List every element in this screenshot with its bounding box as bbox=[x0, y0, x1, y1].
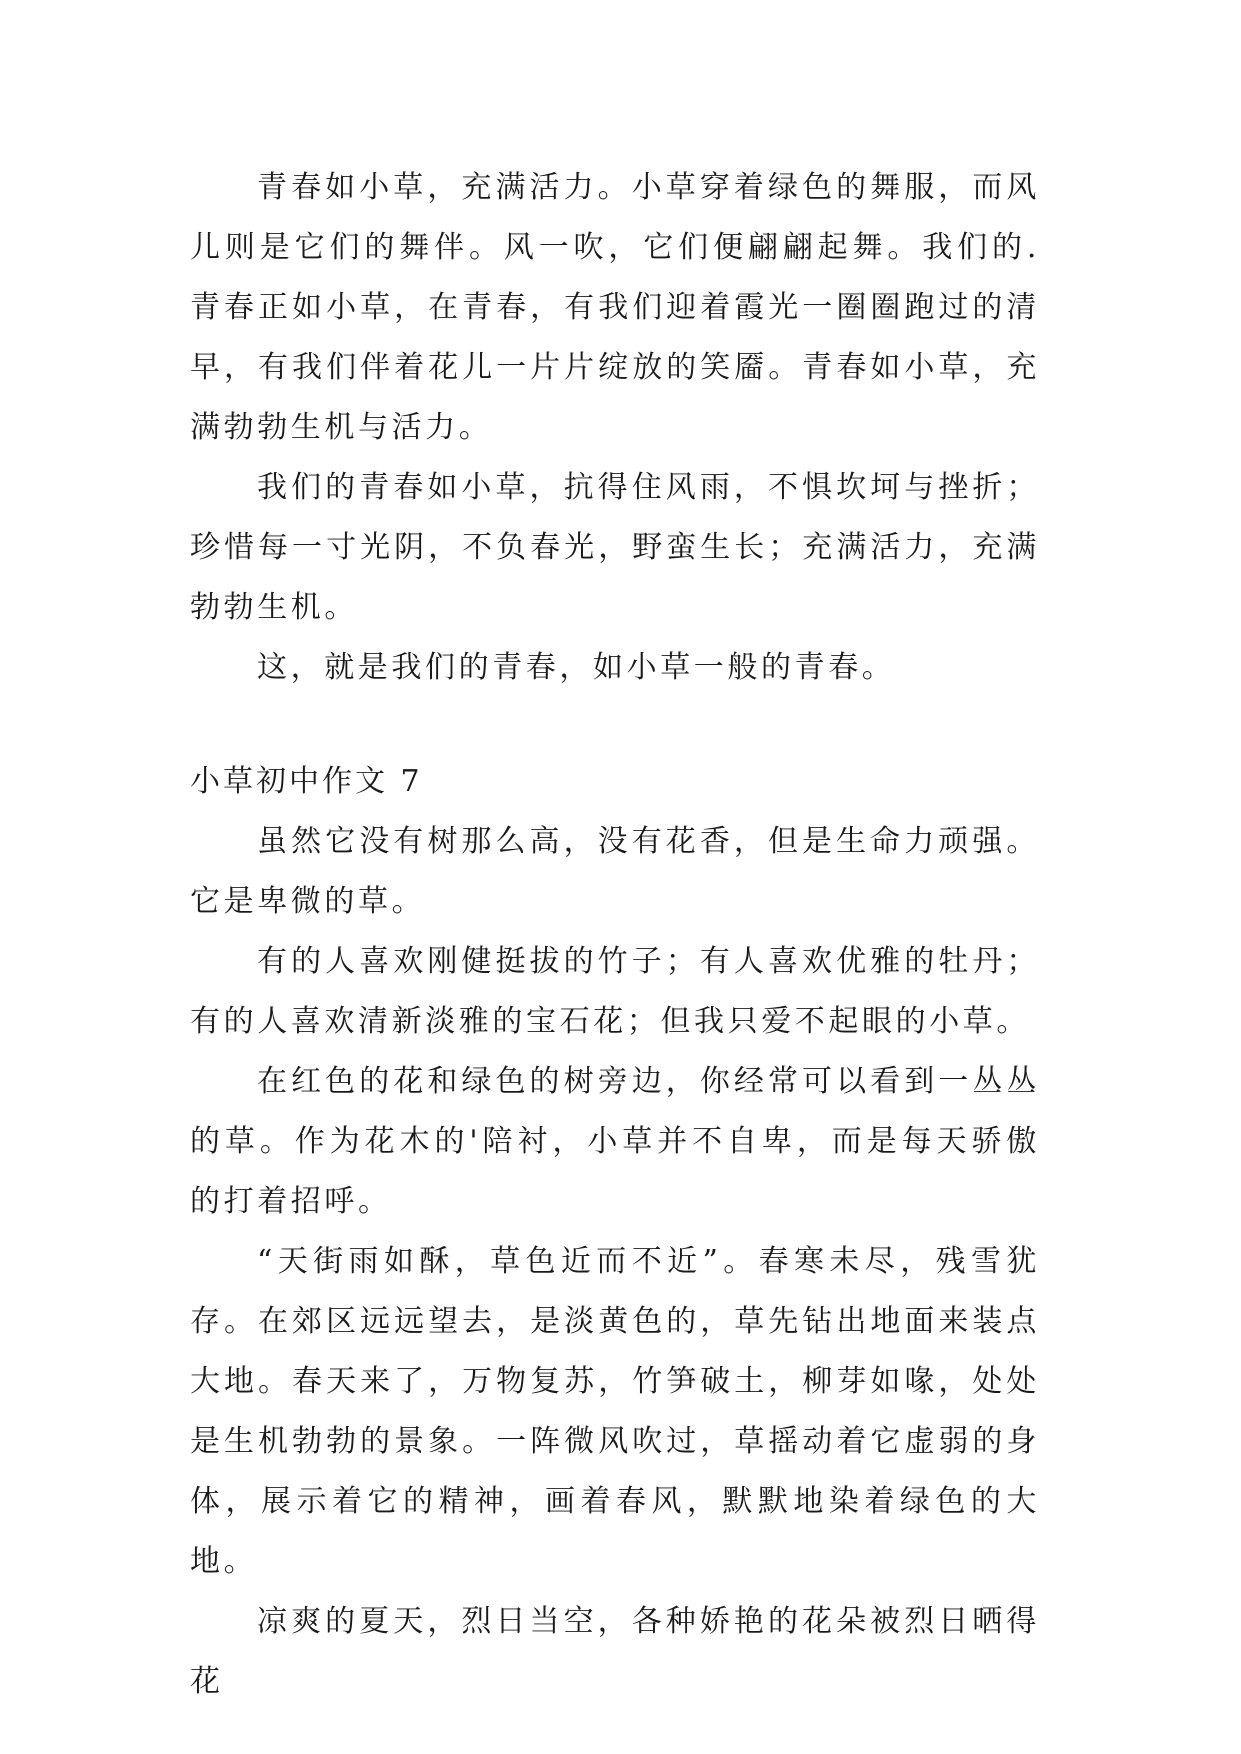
section-spacer bbox=[190, 698, 1040, 752]
paragraph: 凉爽的夏天，烈日当空，各种娇艳的花朵被烈日晒得花 bbox=[190, 1604, 1040, 1699]
paragraph: “天街雨如酥，草色近而不近”。春寒未尽，残雪犹存。在郊区远远望去，是淡黄色的，草先钻出地面来装点大地。春天来了，万物复苏，竹笋破土，柳芽如喙，处处是生机勃勃的景象。一阵微风吹过，草摇动着它虚弱的身体，展示着它的精神，画着春风，默默地染着绿色的大地。 bbox=[190, 1244, 1040, 1579]
paragraph: 我们的青春如小草，抗得住风雨，不惧坎坷与挫折；珍惜每一寸光阴，不负春光，野蛮生长；充满活力，充满勃勃生机。 bbox=[190, 470, 1040, 625]
paragraph: 有的人喜欢刚健挺拔的竹子；有人喜欢优雅的牡丹；有的人喜欢清新淡雅的宝石花；但我只爱不起眼的小草。 bbox=[190, 944, 1040, 1039]
paragraph: 青春如小草，充满活力。小草穿着绿色的舞服，而风儿则是它们的舞伴。风一吹，它们便翩翩起舞。我们的.青春正如小草，在青春，有我们迎着霞光一圈圈跑过的清早，有我们伴着花儿一片片绽放的笑靥。青春如小草，充满勃勃生机与活力。 bbox=[190, 170, 1040, 445]
paragraph: 在红色的花和绿色的树旁边，你经常可以看到一丛丛的草。作为花木的'陪衬，小草并不自卑，而是每天骄傲的打着招呼。 bbox=[190, 1064, 1040, 1219]
document-body bbox=[190, 158, 1040, 1712]
section-heading: 小草初中作文 7 bbox=[190, 764, 423, 799]
paragraph: 这，就是我们的青春，如小草一般的青春。 bbox=[257, 650, 896, 685]
paragraph: 虽然它没有树那么高，没有花香，但是生命力顽强。它是卑微的草。 bbox=[190, 824, 1040, 919]
